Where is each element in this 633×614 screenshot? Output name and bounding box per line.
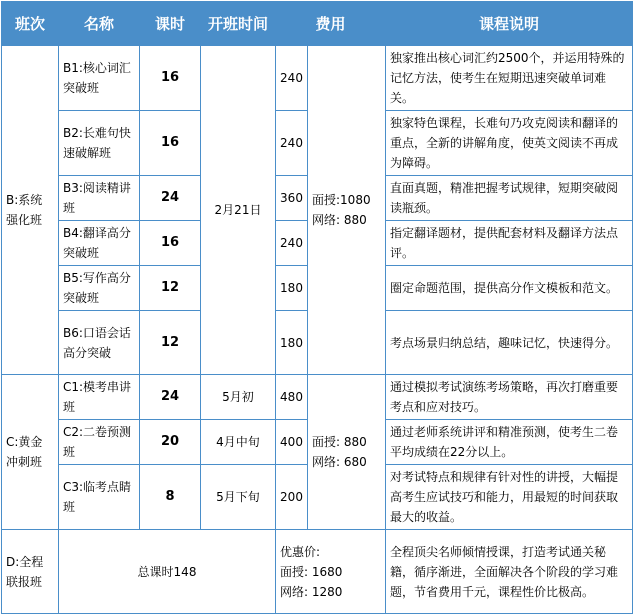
course-name: B1:核心词汇突破班 [59, 46, 140, 111]
course-name: C3:临考点睛班 [59, 465, 140, 530]
course-name: B2:长难句快速破解班 [59, 111, 140, 176]
course-price: 360 [276, 176, 308, 221]
group-label-d: D:全程联报班 [2, 530, 59, 614]
course-table [1, 1, 633, 614]
course-price: 240 [276, 221, 308, 266]
group-label-c: C:黄金冲刺班 [2, 375, 59, 530]
course-hours: 16 [140, 221, 201, 266]
course-name: B5:写作高分突破班 [59, 266, 140, 311]
course-description: 对考试特点和规律有针对性的讲授，大幅提高考生应试技巧和能力，用最短的时间获取最大的收益。 [386, 465, 633, 530]
fee-title: 优惠价: [280, 544, 321, 559]
course-description: 指定翻译题材，提供配套材料及翻译方法点评。 [386, 221, 633, 266]
group-fee-c [308, 375, 386, 530]
group-fee-d [276, 530, 386, 614]
course-description: 通过老师系统讲评和精准预测，使考生二卷平均成绩在22分以上。 [386, 420, 633, 465]
header-start: 开班时间 [201, 2, 276, 46]
total-hours: 总课时148 [59, 530, 276, 614]
course-name: B6:口语会话高分突破 [59, 311, 140, 375]
group-label-b: B:系统强化班 [2, 46, 59, 375]
course-hours: 16 [140, 46, 201, 111]
fee-online: 网络: 880 [312, 213, 367, 227]
header-hours: 课时 [140, 2, 201, 46]
course-name: B4:翻译高分突破班 [59, 221, 140, 266]
course-price: 200 [276, 465, 308, 530]
course-description: 直面真题，精准把握考试规律，短期突破阅读瓶颈。 [386, 176, 633, 221]
header-name: 名称 [59, 2, 140, 46]
course-start: 4月中旬 [201, 420, 276, 465]
course-name: B3:阅读精讲班 [59, 176, 140, 221]
course-hours: 24 [140, 176, 201, 221]
course-price: 180 [276, 311, 308, 375]
course-description: 通过模拟考试演练考场策略，再次打磨重要考点和应对技巧。 [386, 375, 633, 420]
header-fee: 费用 [276, 2, 386, 46]
course-hours: 20 [140, 420, 201, 465]
course-hours: 16 [140, 111, 201, 176]
course-start: 5月下旬 [201, 465, 276, 530]
course-name: C1:模考串讲班 [59, 375, 140, 420]
course-description: 全程顶尖名师倾情授课，打造考试通关秘籍，循序渐进，全面解决各个阶段的学习难题，节省费用千元，课程性价比极高。 [386, 530, 633, 614]
course-price: 480 [276, 375, 308, 420]
course-hours: 12 [140, 266, 201, 311]
fee-face: 面授:1080 [312, 193, 371, 207]
table-row [2, 530, 633, 614]
course-name: C2:二卷预测班 [59, 420, 140, 465]
course-price: 400 [276, 420, 308, 465]
header-description: 课程说明 [386, 2, 633, 46]
table-row [2, 375, 633, 420]
header-class: 班次 [2, 2, 59, 46]
course-description: 独家特色课程，长难句乃攻克阅读和翻译的重点，全新的讲解角度，使英文阅读不再成为障碍。 [386, 111, 633, 176]
group-start-b: 2月21日 [201, 46, 276, 375]
course-price: 240 [276, 46, 308, 111]
course-hours: 12 [140, 311, 201, 375]
header-row [2, 2, 633, 46]
fee-face: 面授: 1680 [280, 564, 343, 579]
course-start: 5月初 [201, 375, 276, 420]
course-description: 考点场景归纳总结，趣味记忆，快速得分。 [386, 311, 633, 375]
course-hours: 24 [140, 375, 201, 420]
table-row [2, 46, 633, 111]
course-description: 圈定命题范围，提供高分作文模板和范文。 [386, 266, 633, 311]
course-description: 独家推出核心词汇约2500个，并运用特殊的记忆方法，使考生在短期迅速突破单词难关。 [386, 46, 633, 111]
course-price: 240 [276, 111, 308, 176]
fee-online: 网络: 680 [312, 455, 367, 469]
course-hours: 8 [140, 465, 201, 530]
fee-face: 面授: 880 [312, 435, 367, 449]
fee-online: 网络: 1280 [280, 584, 343, 599]
course-price: 180 [276, 266, 308, 311]
group-fee-b [308, 46, 386, 375]
